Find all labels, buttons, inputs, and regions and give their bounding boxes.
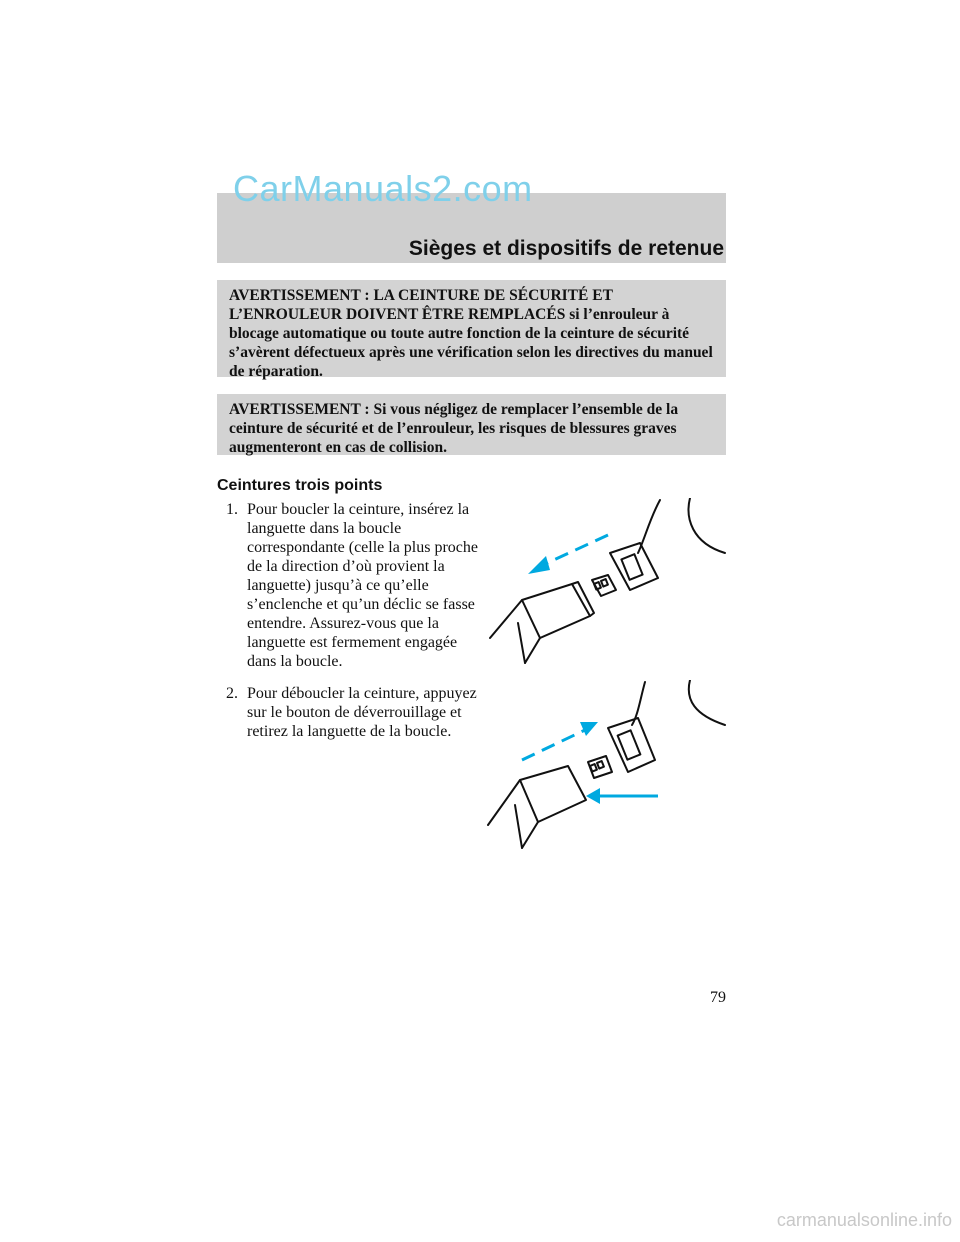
step-item (226, 500, 481, 671)
step-number: 2. (226, 685, 238, 702)
warning-box: AVERTISSEMENT : LA CEINTURE DE SÉCURITÉ ET L’ENROULEUR DOIVENT ÊTRE REMPLACÉS si l’enrouleur à blocage automatique ou toute autre fonction de la ceinture de sécurité s’avèrent défectueux après une vérification selon les directives du manuel de réparation. (217, 280, 726, 377)
buckle-release-illustration (480, 680, 730, 855)
step-item (226, 684, 481, 741)
watermark-logo: CarManuals2.com (233, 168, 533, 209)
step-text: Pour boucler la ceinture, insérez la languette dans la boucle correspondante (celle la plus proche de la direction d’où provient la languette) jusqu’à ce qu’elle s’enclenche et qu’un déclic se fasse entendre. Assurez-vous que la languette est fermement engagée dans la boucle. (247, 501, 479, 670)
page-number: 79 (710, 989, 726, 1006)
section-heading: Ceintures trois points (217, 477, 383, 494)
step-number: 1. (226, 501, 238, 518)
section-title: Sièges et dispositifs de retenue (408, 237, 724, 260)
warning-box: AVERTISSEMENT : Si vous négligez de remplacer l’ensemble de la ceinture de sécurité et de l’enrouleur, les risques de blessures graves augmenteront en cas de collision. (217, 394, 726, 455)
buckle-fasten-illustration (480, 498, 730, 673)
watermark-footer: carmanualsonline.info (776, 1210, 952, 1230)
step-text: Pour déboucler la ceinture, appuyez sur le bouton de déverrouillage et retirez la languette de la boucle. (247, 685, 477, 740)
